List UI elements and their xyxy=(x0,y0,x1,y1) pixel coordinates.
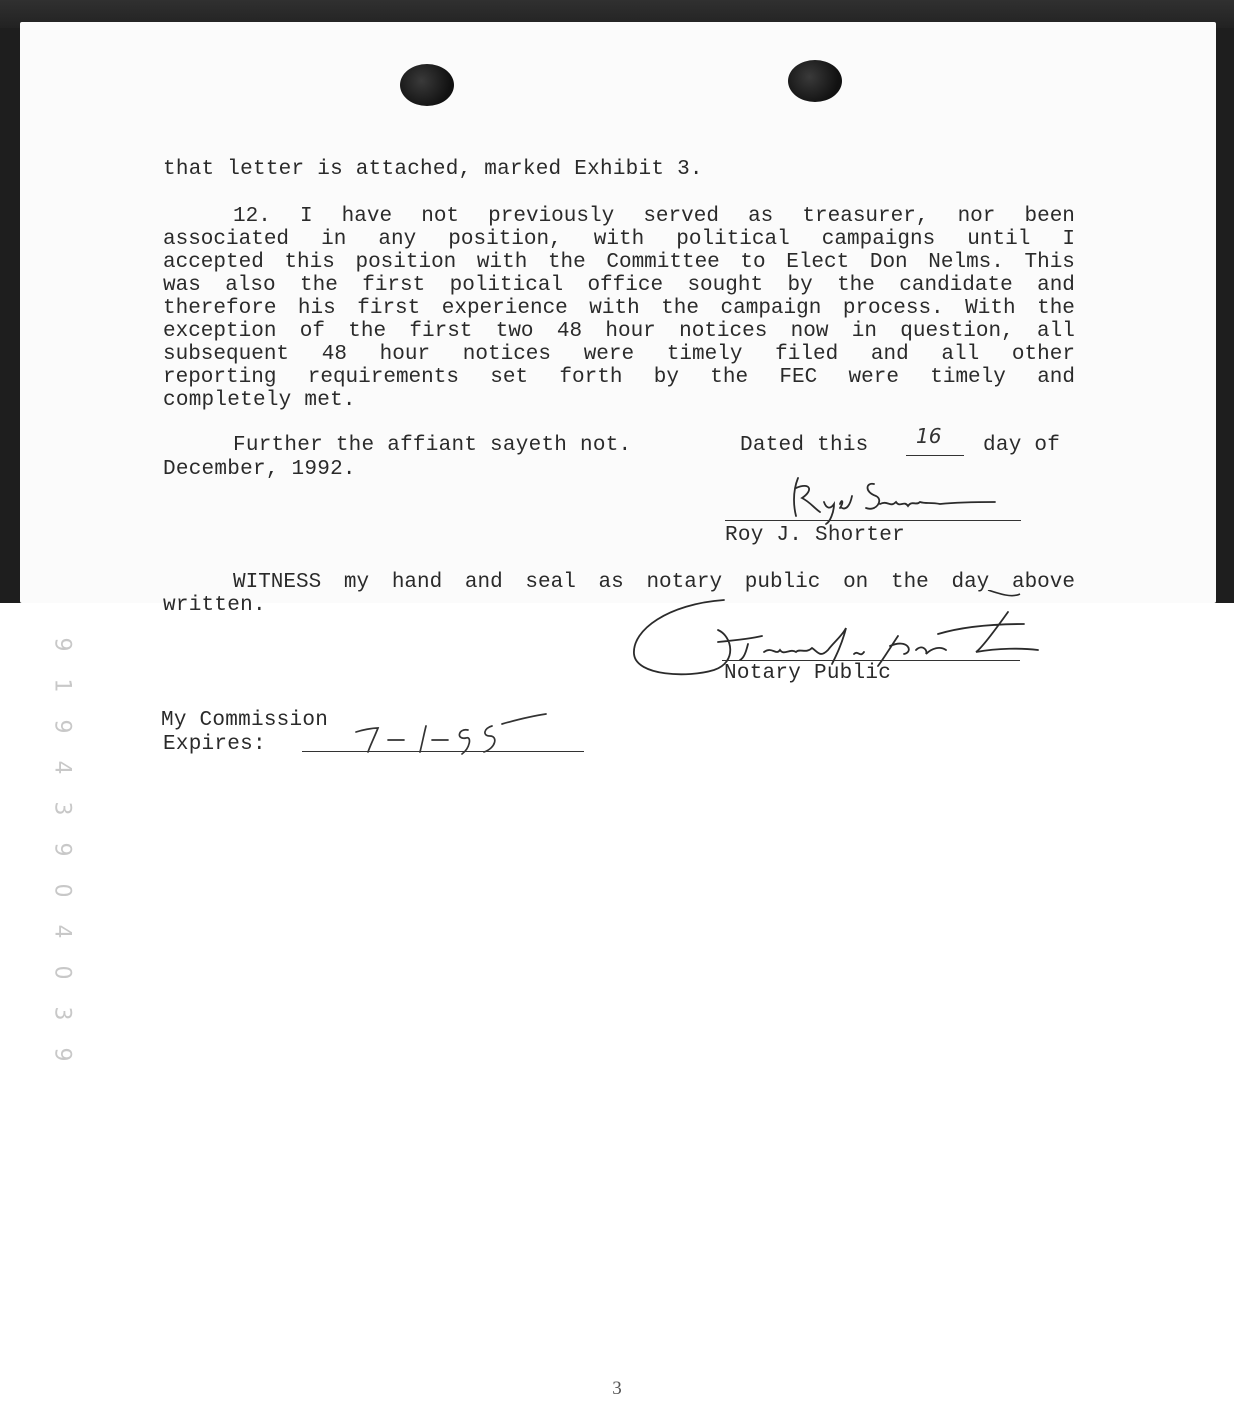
word: the xyxy=(1037,297,1075,320)
punch-hole-left xyxy=(400,64,454,106)
word: position xyxy=(355,251,457,274)
margin-stamp-digit: 9 xyxy=(49,637,75,652)
word: his xyxy=(297,297,336,320)
page-number: 3 xyxy=(612,1378,622,1399)
word: my xyxy=(343,571,370,594)
margin-stamp-digit: 1 xyxy=(49,678,75,693)
margin-stamp-digit: 3 xyxy=(49,801,75,816)
notary-signature-line xyxy=(722,660,1020,661)
word: hour xyxy=(379,343,431,366)
word: exception xyxy=(163,320,277,343)
word: as xyxy=(598,571,624,594)
word: reporting xyxy=(163,366,277,389)
word: in xyxy=(321,228,347,251)
day-of-label: day of xyxy=(983,434,1061,457)
word: with xyxy=(476,251,528,274)
word: until xyxy=(967,228,1031,251)
commission-label: My Commission xyxy=(161,709,329,732)
margin-stamp-digit: 9 xyxy=(49,719,75,734)
word: sought xyxy=(687,274,764,297)
word: in xyxy=(851,320,877,343)
word: With xyxy=(965,297,1016,320)
word: on xyxy=(843,571,869,594)
word: as xyxy=(748,205,774,228)
further-statement: Further the affiant sayeth not. xyxy=(233,434,632,457)
word: of xyxy=(299,320,325,343)
word: with xyxy=(593,228,645,251)
word: not xyxy=(421,205,460,228)
word: Don xyxy=(869,251,908,274)
word: therefore xyxy=(163,297,277,320)
word: campaign xyxy=(720,297,822,320)
word: notices xyxy=(462,343,551,366)
word: forth xyxy=(559,366,623,389)
word: political xyxy=(449,274,564,297)
word: hour xyxy=(605,320,656,343)
word: I xyxy=(299,205,313,228)
word: the xyxy=(837,274,875,297)
word: campaigns xyxy=(821,228,936,251)
notary-title: Notary Public xyxy=(724,662,892,685)
affiant-signature-line xyxy=(725,520,1021,521)
word: been xyxy=(1024,205,1075,228)
word: the xyxy=(348,320,387,343)
word: I xyxy=(1062,228,1075,251)
word: FEC xyxy=(779,366,818,389)
word: was xyxy=(163,274,201,297)
word: subsequent xyxy=(163,343,290,366)
word: and xyxy=(464,571,503,594)
word: now xyxy=(790,320,829,343)
word: first xyxy=(362,274,426,297)
word: notices xyxy=(679,320,768,343)
commission-date-handwritten xyxy=(352,712,552,756)
word: by xyxy=(653,366,679,389)
word: treasurer, xyxy=(802,205,929,228)
word: by xyxy=(787,274,813,297)
text-row xyxy=(163,366,1075,389)
word: WITNESS xyxy=(233,571,322,594)
word: all xyxy=(1037,320,1075,343)
word: and xyxy=(870,343,909,366)
word: previously xyxy=(488,205,615,228)
word: with xyxy=(589,297,640,320)
word: and xyxy=(1037,366,1075,389)
affiant-signature xyxy=(780,468,1010,528)
paragraph-12-last-line: completely met. xyxy=(163,389,356,412)
word: Committee xyxy=(606,251,720,274)
word: political xyxy=(676,228,790,251)
word: 48 xyxy=(321,343,347,366)
word: the xyxy=(547,251,586,274)
word: to xyxy=(740,251,766,274)
word: all xyxy=(941,343,980,366)
word: the xyxy=(890,571,929,594)
word: day xyxy=(951,571,990,594)
word: associated xyxy=(163,228,290,251)
day-blank-line xyxy=(906,455,964,456)
word: first xyxy=(357,297,421,320)
affiant-name: Roy J. Shorter xyxy=(725,524,905,547)
word: were xyxy=(848,366,899,389)
word: timely xyxy=(666,343,743,366)
word: hand xyxy=(391,571,443,594)
dated-this-label: Dated this xyxy=(740,434,869,457)
word: question, xyxy=(900,320,1014,343)
word: the xyxy=(300,274,338,297)
word: filed xyxy=(775,343,839,366)
word: nor xyxy=(957,205,996,228)
word: first xyxy=(409,320,473,343)
text-row xyxy=(163,343,1075,366)
word: served xyxy=(643,205,719,228)
word: the xyxy=(710,366,749,389)
witness-line-2: written. xyxy=(163,594,266,617)
word: were xyxy=(583,343,635,366)
margin-stamp-digit: 9 xyxy=(49,842,75,857)
word: 12. xyxy=(233,205,271,228)
word: also xyxy=(225,274,276,297)
word: This xyxy=(1024,251,1075,274)
word: Elect xyxy=(786,251,850,274)
word: and xyxy=(1037,274,1075,297)
word: office xyxy=(587,274,664,297)
margin-stamp-digit: 9 xyxy=(49,1047,75,1062)
word: timely xyxy=(930,366,1006,389)
word: above xyxy=(1011,571,1075,594)
word: the xyxy=(661,297,700,320)
word: have xyxy=(341,205,393,228)
margin-stamp-digit: 4 xyxy=(49,760,75,775)
paragraph-12 xyxy=(163,205,1075,389)
word: candidate xyxy=(899,274,1013,297)
word: any xyxy=(378,228,417,251)
text-row xyxy=(163,320,1075,343)
expires-label: Expires: xyxy=(163,733,266,756)
word: accepted xyxy=(163,251,264,274)
word: other xyxy=(1011,343,1075,366)
word: experience xyxy=(441,297,568,320)
date-line-2: December, 1992. xyxy=(163,458,356,481)
word: 48 xyxy=(556,320,583,343)
word: this xyxy=(284,251,335,274)
text-row xyxy=(163,297,1075,320)
text-row xyxy=(163,274,1075,297)
margin-stamp-digit: 0 xyxy=(49,965,75,980)
continuation-line: that letter is attached, marked Exhibit 3. xyxy=(163,158,703,181)
word: two xyxy=(495,320,534,343)
word: process. xyxy=(842,297,944,320)
margin-stamp-digit: 0 xyxy=(49,883,75,898)
word: Nelms. xyxy=(928,251,1004,274)
word: position, xyxy=(448,228,562,251)
day-handwritten: 16 xyxy=(916,424,942,448)
margin-stamp-digit: 4 xyxy=(49,924,75,939)
text-row xyxy=(163,251,1075,274)
word: notary xyxy=(646,571,723,594)
word: set xyxy=(490,366,529,389)
text-row xyxy=(163,205,1075,228)
word: requirements xyxy=(307,366,459,389)
margin-stamp-digit: 3 xyxy=(49,1006,75,1021)
text-row xyxy=(163,228,1075,251)
punch-hole-right xyxy=(788,60,842,102)
word: seal xyxy=(525,571,576,594)
word: public xyxy=(744,571,821,594)
